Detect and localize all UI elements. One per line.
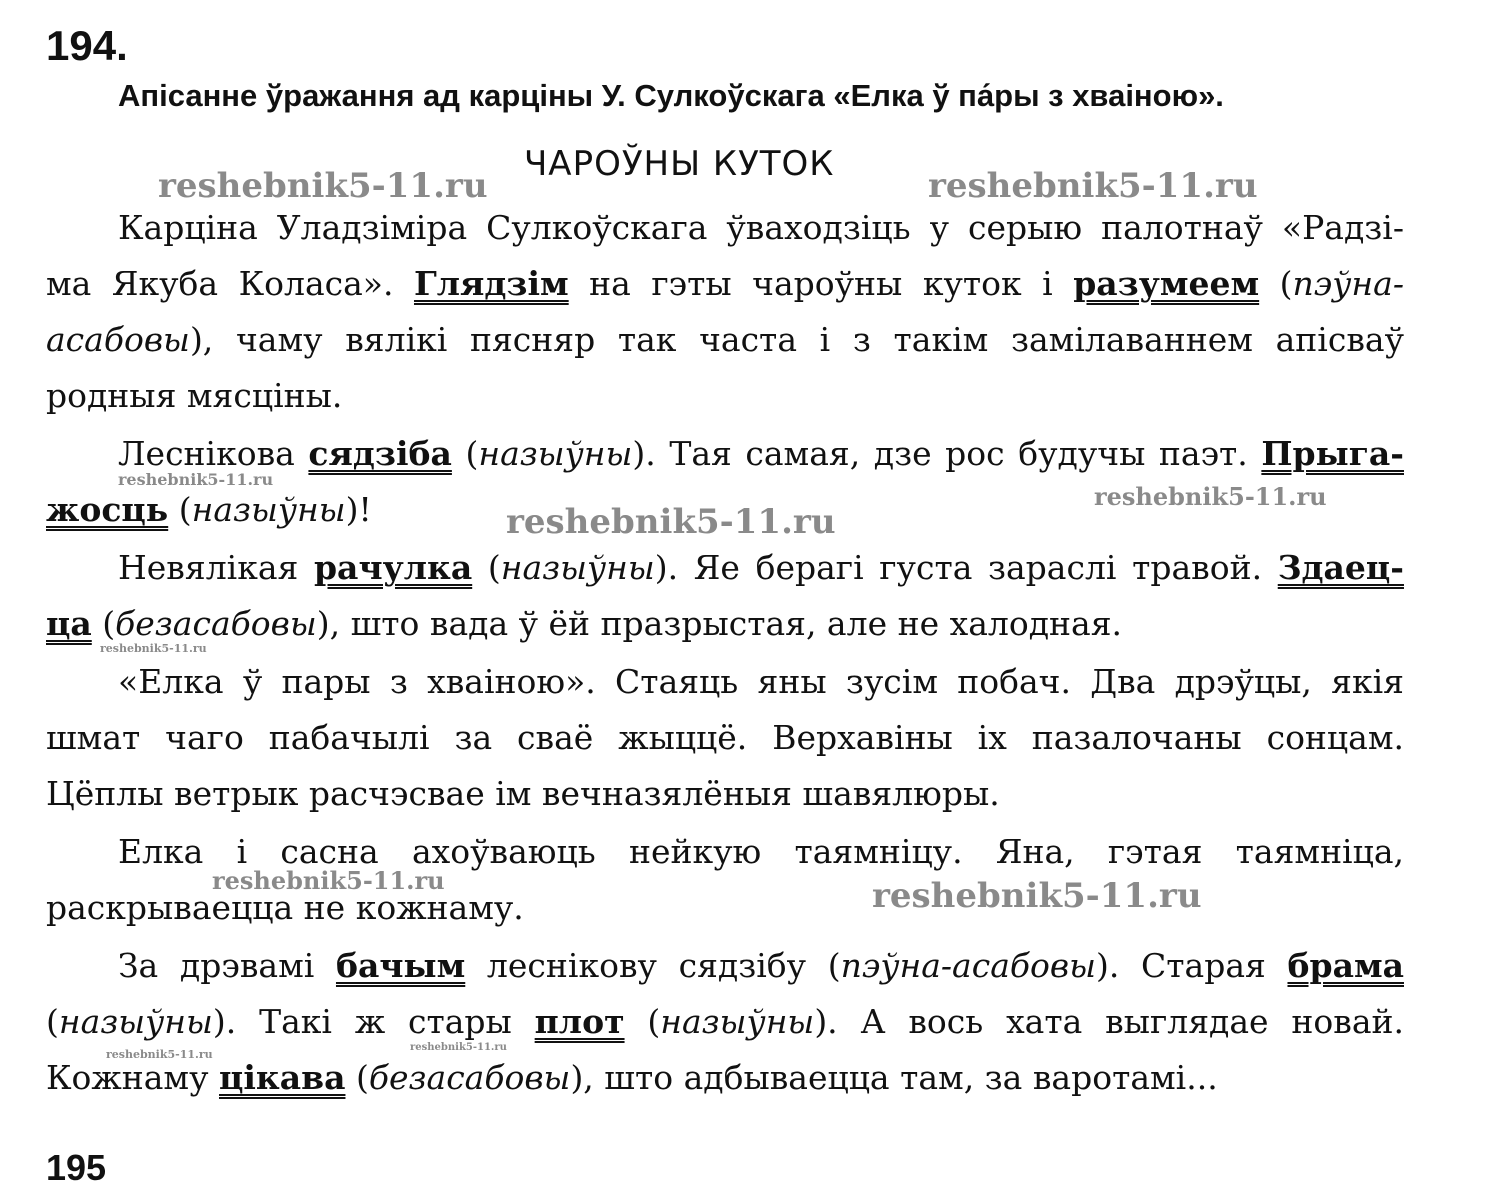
predicate-bachym: бачым [335, 946, 466, 985]
subject-pryhazhosc-part-1: Прыга- [1261, 434, 1404, 473]
next-exercise-number-fragment: 195 [46, 1147, 107, 1188]
paragraph-4-line-3: Цёплы ветрык расчэсвае ім вечназялёныя шавялюры. [46, 774, 1000, 813]
paragraph-6-line-3: Кожнаму цікава (безасабовы), што адбываецца там, за варотамі... [46, 1058, 1218, 1097]
paragraph-5-line-2: раскрываецца не кожнаму. [46, 888, 524, 927]
subject-brama: брама [1287, 946, 1404, 985]
paragraph-2-line-2: жосць (назыўны)! [46, 490, 372, 529]
watermark: reshebnik5-11.ru [1094, 482, 1327, 511]
paragraph-4-line-1: «Елка ў пары з хваіною». Стаяць яны зусім побач. Два дрэўцы, якія [118, 662, 1404, 701]
subject-plot: плот [534, 1002, 625, 1041]
paragraph-3-line-2: ца (безасабовы), што вада ў ёй празрыстая, але не халодная. [46, 604, 1123, 643]
watermark: reshebnik5-11.ru [506, 502, 836, 542]
paragraph-5-line-1: Елка і сасна ахоўваюць нейкую таямніцу. Яна, гэтая таямніца, [118, 832, 1404, 871]
watermark: reshebnik5-11.ru [212, 866, 445, 895]
predicate-zdaecca-part-1: Здаец- [1277, 548, 1404, 587]
watermark: reshebnik5-11.ru [100, 642, 207, 655]
predicate-cikava: цікава [219, 1058, 346, 1097]
paragraph-6-line-2: (назыўны). Такі ж стары плот (назыўны). А вось хата выглядае новай. [46, 1002, 1404, 1041]
paragraph-6-line-1: За дрэвамі бачым леснікову сядзібу (пэўна-асабовы). Старая брама [118, 946, 1404, 985]
subject-rachulka: рачулка [313, 548, 473, 587]
watermark: reshebnik5-11.ru [106, 1048, 213, 1061]
paragraph-1-line-1: Карціна Уладзіміра Сулкоўскага ўваходзіць у серыю палотнаў «Радзі- [118, 208, 1404, 247]
predicate-razumeem: разумеем [1073, 264, 1260, 303]
subject-siadziba: сядзіба [308, 434, 452, 473]
watermark: reshebnik5-11.ru [158, 166, 488, 206]
paragraph-1-line-4: родныя мясціны. [46, 376, 343, 415]
paragraph-3-line-1: Невялікая рачулка (назыўны). Яе берагі густа зараслі травой. Здаец- [118, 548, 1404, 587]
predicate-zdaecca-part-2: ца [46, 604, 92, 643]
predicate-gljadzim: Глядзім [413, 264, 569, 303]
watermark: reshebnik5-11.ru [410, 1042, 507, 1053]
task-heading: Апісанне ўражання ад карціны У. Сулкоўскага «Елка ў па́ры з хваіною». [118, 78, 1224, 113]
paragraph-4-line-2: шмат чаго пабачылі за сваё жыццё. Верхавіны іх пазалочаны сонцам. [46, 718, 1404, 757]
paragraph-2-line-1: Леснікова сядзіба (назыўны). Тая самая, дзе рос будучы паэт. Прыга- [118, 434, 1404, 473]
essay-title: ЧАРОЎНЫ КУТОК [524, 144, 835, 184]
watermark: reshebnik5-11.ru [928, 166, 1258, 206]
exercise-number: 194. [46, 22, 128, 69]
paragraph-1-line-2: ма Якуба Коласа». Глядзім на гэты чароўны куток і разумеем (пэўна- [46, 264, 1404, 303]
watermark: reshebnik5-11.ru [118, 470, 274, 489]
subject-pryhazhosc-part-2: жосць [46, 490, 169, 529]
watermark: reshebnik5-11.ru [872, 876, 1202, 916]
paragraph-1-line-3: асабовы), чаму вялікі пясняр так часта і з такім замілаваннем апісваў [46, 320, 1404, 359]
